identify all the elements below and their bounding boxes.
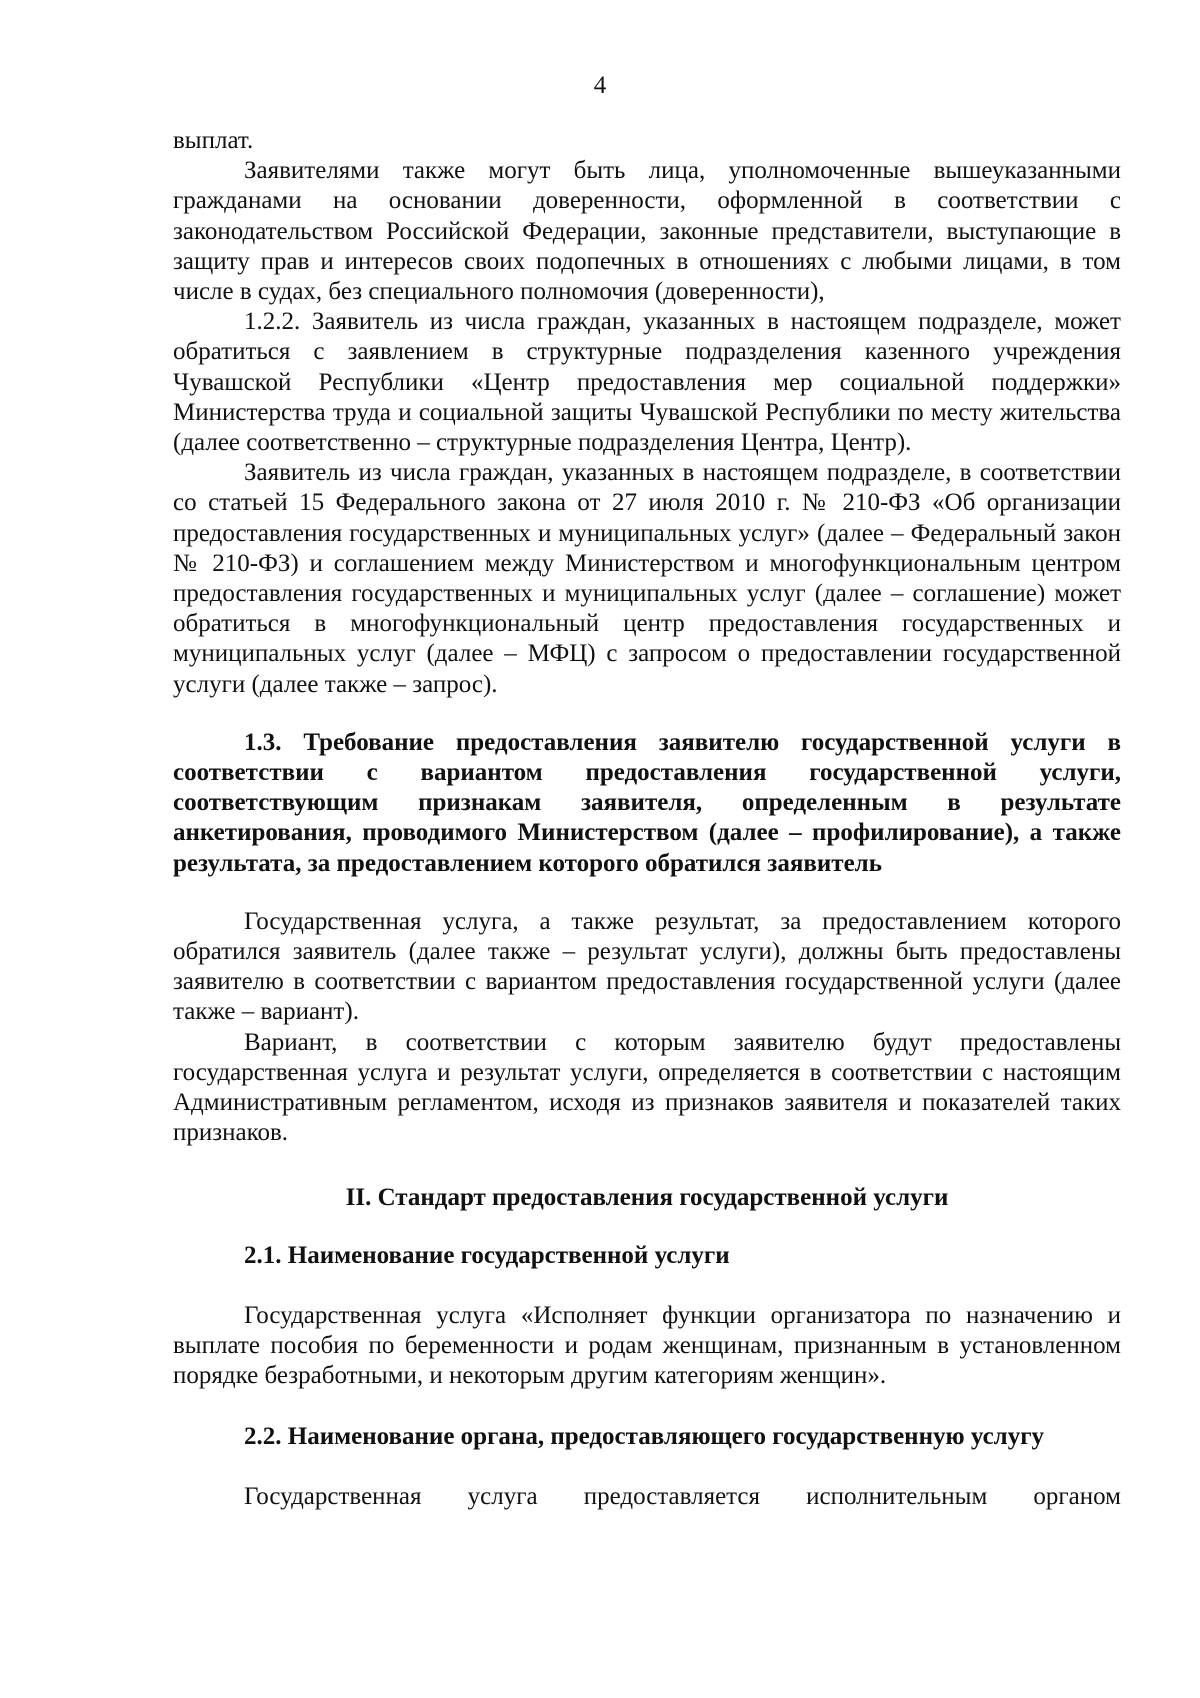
paragraph-1-2-2: 1.2.2. Заявитель из числа граждан, указанных в настоящем подразделе, может обратиться с заявлением в структурные подразделения казенного учреждения Чувашской Республики «Центр предоставления мер социальной поддержки» Министерства труда и социальной защиты Чувашской Республики по месту жительства (далее соответственно – структурные подразделения Центра, Центр). [173,308,1121,457]
heading-2-1: 2.1. Наименование государственной услуги [244,1241,730,1269]
paragraph-applicants-representatives: Заявителями также могут быть лица, уполномоченные вышеуказанными гражданами на основании доверенности, оформленной в соответствии с законодательством Российской Федерации, законные представители, выступающие в защиту прав и интересов своих подопечных в отношениях с любыми лицами, в том числе в судах, без специального полномочия (доверенности), [173,157,1121,306]
page-number: 4 [593,72,607,99]
paragraph-continuation: выплат. [173,127,254,154]
paragraph-service-name: Государственная услуга «Исполняет функции организатора по назначению и выплате пособия по беременности и родам женщинам, признанным в установленном порядке безработными, и некоторым другим категориям женщин». [173,1301,1121,1390]
paragraph-service-result: Государственная услуга, а также результат, за предоставлением которого обратился заявитель (далее также – результат услуги), должны быть предоставлены заявителю в соответствии с вариантом предоставления государственной услуги (далее также – вариант). [173,907,1121,1026]
paragraph-provider: Государственная услуга предоставляется исполнительным органом [244,1482,1121,1510]
paragraph-variant: Вариант, в соответствии с которым заявителю будут предоставлены государственная услуга и результат услуги, определяется в соответствии с настоящим Административным регламентом, исходя из признаков заявителя и показателей таких признаков. [173,1028,1121,1147]
heading-1-3: 1.3. Требование предоставления заявителю государственной услуги в соответствии с вариантом предоставления государственной услуги, соответствующим признакам заявителя, определенным в результате анкетирования, проводимого Министерством (далее – профилирование), а также результата, за предоставлением которого обратился заявитель [173,728,1121,877]
heading-section-2: II. Стандарт предоставления государственной услуги [345,1183,949,1211]
paragraph-mfc: Заявитель из числа граждан, указанных в настоящем подразделе, в соответствии со статьей 15 Федерального закона от 27 июля 2010 г. № 210-ФЗ «Об организации предоставления государственных и муниципальных услуг» (далее – Федеральный закон № 210-ФЗ) и соглашением между Министерством и многофункциональным центром предоставления государственных и муниципальных услуг (далее – соглашение) может обратиться в многофункциональный центр предоставления государственных и муниципальных услуг (далее – МФЦ) с запросом о предоставлении государственной услуги (далее также – запрос). [173,459,1121,698]
heading-2-2: 2.2. Наименование органа, предоставляющего государственную услугу [244,1422,1045,1450]
